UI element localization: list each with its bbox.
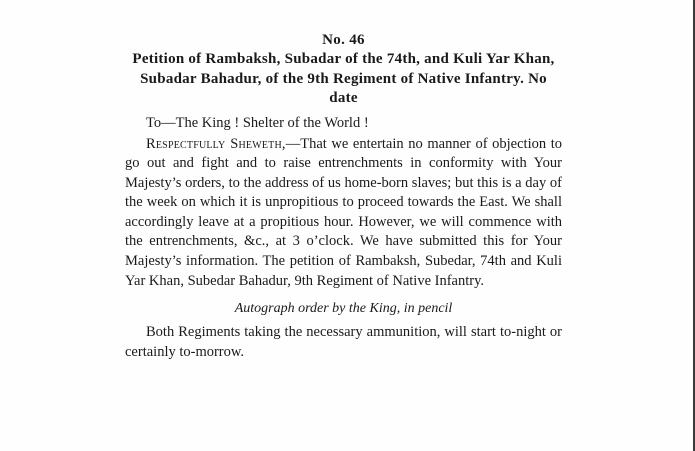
document-body [125,30,562,362]
order-paragraph: Both Regiments taking the necessary ammunition, will start to-night or certainly to-morrow. [125,324,562,360]
petition-text: —That we entertain no manner of objection to go out and fight and to raise entrenchments in conformity with Your Majesty’s orders, to the address of us home-born slaves; but this is a day of the week on which it is unpropitious to proceed towards the East. We shall accordingly leave at a propitious hour. However, we will commence with the entrenchments, &c., at 3 o’clock. We have submitted this for Your Majesty’s information. The petition of Rambaksh, Subedar, 74th and Kuli Yar Khan, Subedar Bahadur, 9th Regiment of Native Infantry. [125,135,562,289]
document-title: Petition of Rambaksh, Subadar of the 74th, and Kuli Yar Khan, Subadar Bahadur, of the 9th Regiment of Native Infantry. No date [132,51,555,106]
petition-paragraph [125,135,562,292]
document-number: No. 46 [322,32,365,48]
order-heading: Autograph order by the King, in pencil [234,301,453,317]
address-line: To—The King ! Shelter of the World ! [146,114,369,131]
salutation: Respectfully Sheweth, [146,135,286,152]
